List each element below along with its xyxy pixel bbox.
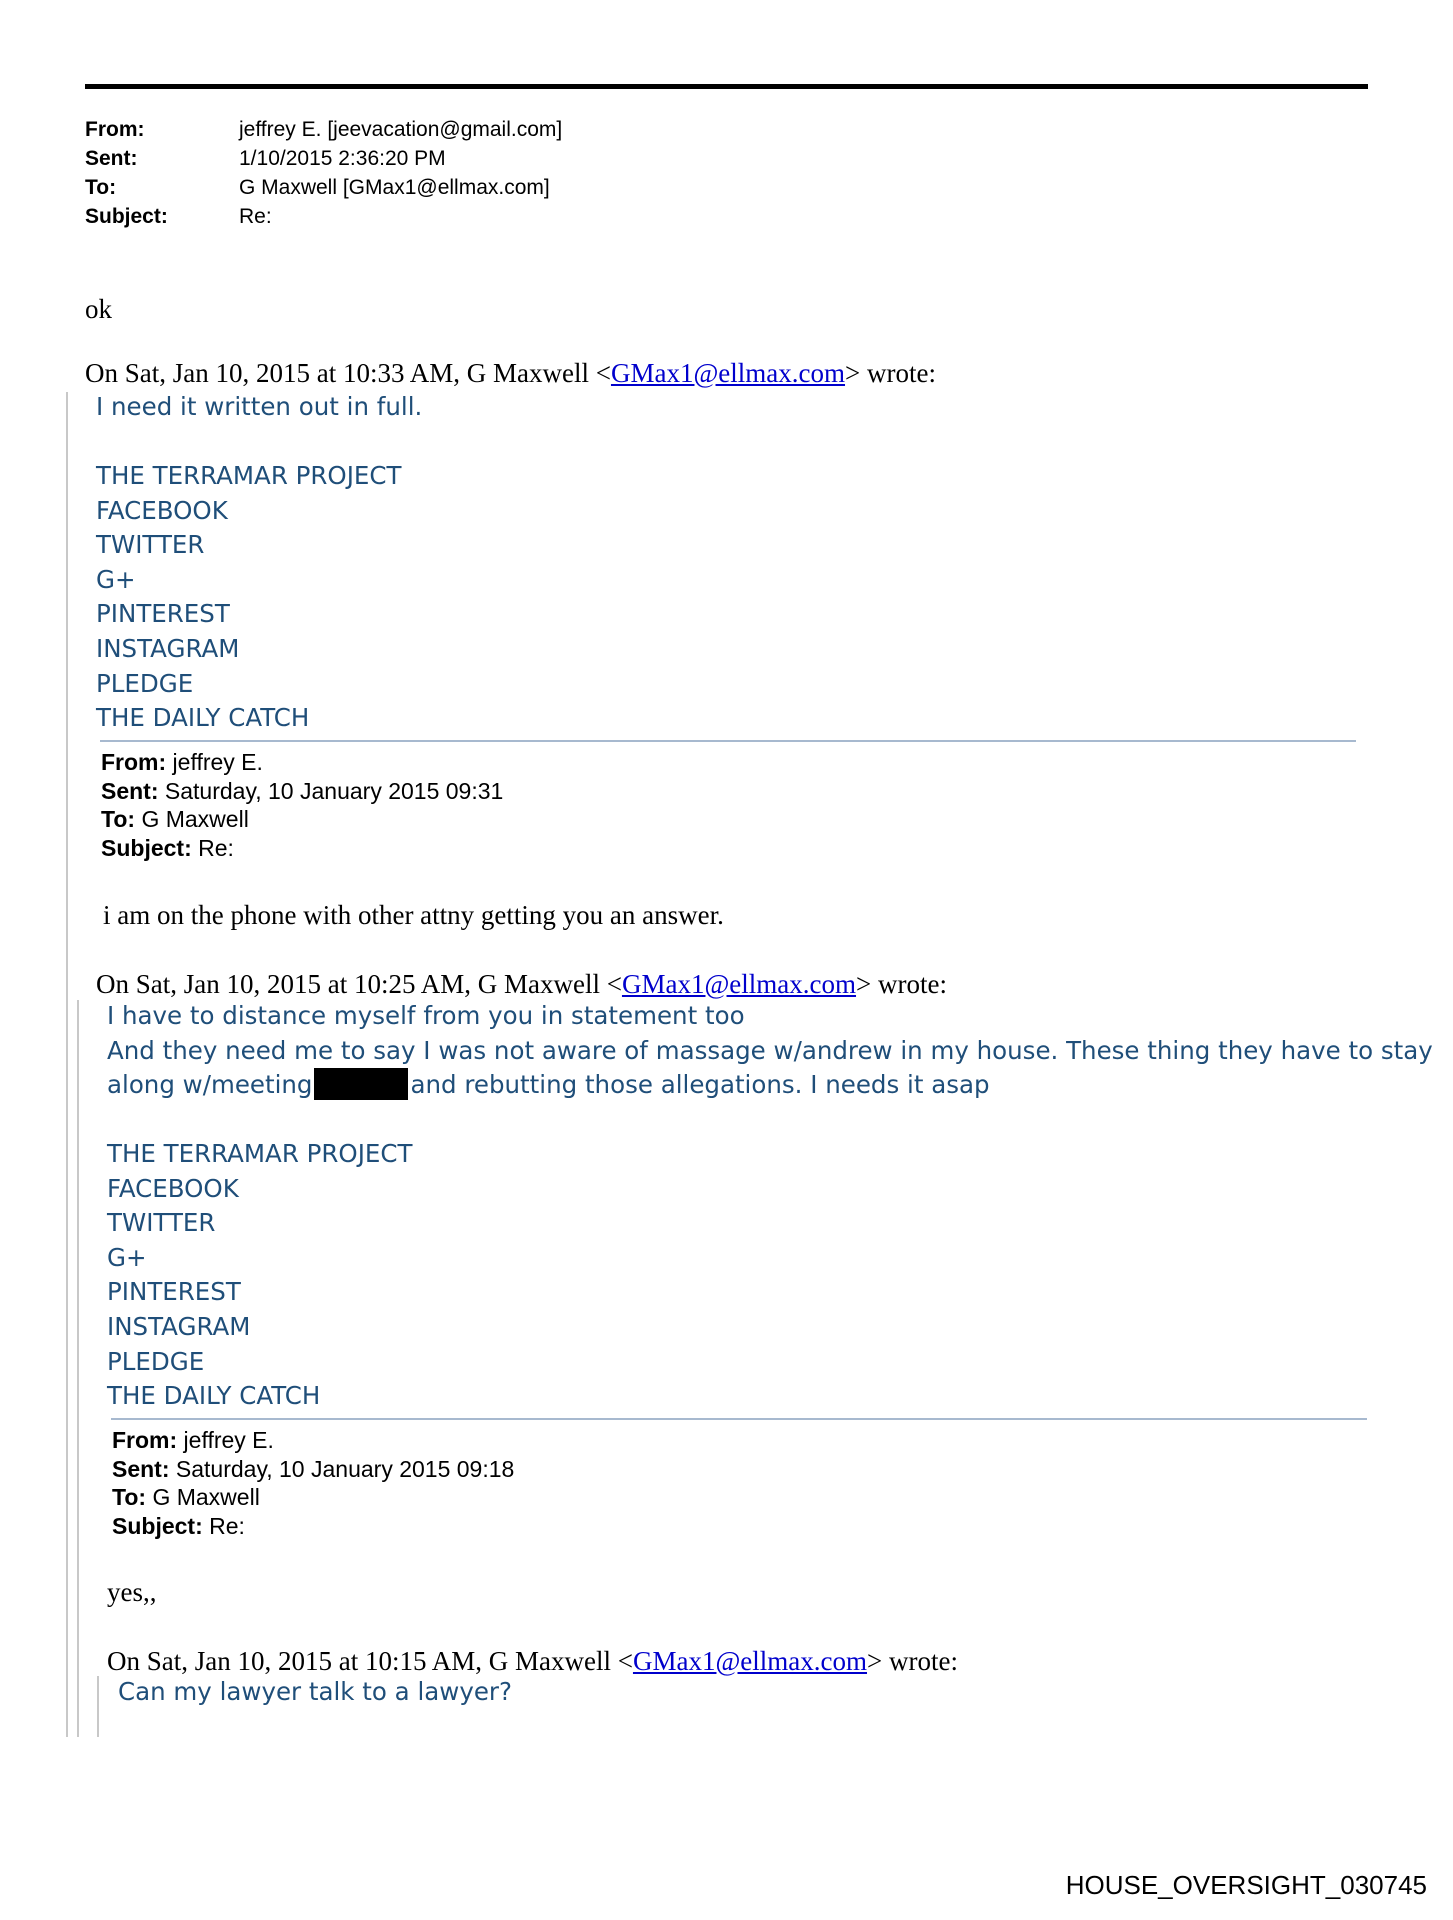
- reply3-attribution: [107, 1646, 958, 1677]
- fwd2-from-row: From: jeffrey E.: [112, 1427, 274, 1453]
- quote1-signature: [96, 459, 401, 736]
- quote-bar-level3: [97, 1676, 99, 1737]
- fwd2-sent-row: Sent: Saturday, 10 January 2015 09:18: [112, 1455, 515, 1482]
- signature-instagram-link[interactable]: INSTAGRAM: [96, 633, 240, 663]
- reply3-attribution-suffix: > wrote:: [867, 1646, 958, 1676]
- reply2-body: i am on the phone with other attny getting you an answer.: [103, 900, 724, 930]
- fwd1-from-row: From: jeffrey E.: [101, 749, 263, 775]
- signature-line: THE TERRAMAR PROJECT: [107, 1139, 413, 1168]
- fwd1-subject-row: Subject: Re:: [101, 834, 234, 861]
- reply2-email-link[interactable]: GMax1@ellmax.com: [621, 969, 857, 999]
- reply1-attribution-suffix: > wrote:: [845, 358, 936, 388]
- header-subject-label: Subject:: [85, 205, 168, 228]
- reply3-email-link[interactable]: GMax1@ellmax.com: [632, 1646, 868, 1676]
- quote-bar-level2: [77, 1000, 79, 1737]
- redaction-box: [314, 1068, 408, 1100]
- quote2-message: [107, 999, 1433, 1103]
- quote1-forward-header: [101, 748, 503, 862]
- signature-pledge-link[interactable]: PLEDGE: [107, 1346, 205, 1376]
- quote-bar-level1: [66, 392, 68, 1737]
- fwd1-to-row: To: G Maxwell: [101, 806, 249, 832]
- signature-pinterest-link[interactable]: PINTEREST: [107, 1277, 241, 1307]
- top-rule: [85, 84, 1368, 89]
- quote1-separator: [100, 740, 1356, 742]
- signature-twitter-link[interactable]: TWITTER: [107, 1208, 216, 1238]
- quote2-line1: I have to distance myself from you in statement too: [107, 1001, 745, 1030]
- header-sent-value: 1/10/2015 2:36:20 PM: [239, 147, 446, 170]
- reply1-email-link[interactable]: GMax1@ellmax.com: [610, 358, 846, 388]
- quote1-message: I need it written out in full.: [96, 392, 423, 421]
- reply1-attribution: [85, 358, 936, 389]
- reply2-attribution: [96, 969, 947, 1000]
- header-from-value: jeffrey E. [jeevacation@gmail.com]: [239, 118, 563, 141]
- quote2-signature: [107, 1137, 412, 1414]
- header-from-label: From:: [85, 118, 145, 141]
- reply2-attribution-prefix: On Sat, Jan 10, 2015 at 10:25 AM, G Maxwell <: [96, 969, 622, 999]
- header-sent-label: Sent:: [85, 147, 138, 170]
- signature-daily-catch-link[interactable]: THE DAILY CATCH: [96, 703, 310, 733]
- bates-number: HOUSE_OVERSIGHT_030745: [1065, 1870, 1427, 1900]
- header-to-label: To:: [85, 176, 117, 199]
- signature-instagram-link[interactable]: INSTAGRAM: [107, 1311, 251, 1341]
- header-subject-value: Re:: [239, 205, 272, 228]
- fwd1-sent-row: Sent: Saturday, 10 January 2015 09:31: [101, 777, 504, 804]
- quote2-line3: along w/meeting and rebutting those allegations. I needs it asap: [107, 1070, 990, 1100]
- header-to-value: G Maxwell [GMax1@ellmax.com]: [239, 176, 550, 199]
- fwd2-subject-row: Subject: Re:: [112, 1512, 245, 1539]
- signature-gplus-link[interactable]: G+: [107, 1242, 147, 1272]
- signature-gplus-link[interactable]: G+: [96, 564, 136, 594]
- reply3-body: yes,,: [107, 1577, 157, 1607]
- quote2-separator: [111, 1418, 1367, 1420]
- signature-facebook-link[interactable]: FACEBOOK: [107, 1173, 239, 1203]
- signature-twitter-link[interactable]: TWITTER: [96, 530, 205, 560]
- signature-pledge-link[interactable]: PLEDGE: [96, 668, 194, 698]
- signature-facebook-link[interactable]: FACEBOOK: [96, 495, 228, 525]
- fwd2-to-row: To: G Maxwell: [112, 1484, 260, 1510]
- signature-daily-catch-link[interactable]: THE DAILY CATCH: [107, 1381, 321, 1411]
- reply1-attribution-prefix: On Sat, Jan 10, 2015 at 10:33 AM, G Maxwell <: [85, 358, 611, 388]
- signature-line: THE TERRAMAR PROJECT: [96, 461, 402, 490]
- quote2-forward-header: [112, 1426, 514, 1540]
- signature-pinterest-link[interactable]: PINTEREST: [96, 599, 230, 629]
- reply3-attribution-prefix: On Sat, Jan 10, 2015 at 10:15 AM, G Maxwell <: [107, 1646, 633, 1676]
- quote2-line2: And they need me to say I was not aware of massage w/andrew in my house. These thing they have to stay: [107, 1035, 1433, 1065]
- reply1-body: ok: [85, 294, 112, 324]
- reply2-attribution-suffix: > wrote:: [856, 969, 947, 999]
- quote3-message: Can my lawyer talk to a lawyer?: [118, 1677, 512, 1706]
